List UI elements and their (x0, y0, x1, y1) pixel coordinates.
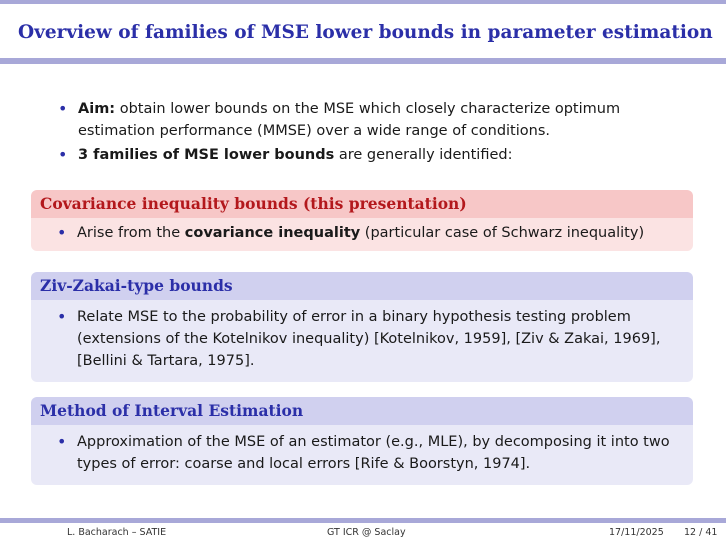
block-ziv-zakai-title: Ziv-Zakai-type bounds (31, 272, 693, 300)
footer-rule (0, 518, 726, 523)
footer-date: 17/11/2025 (609, 527, 664, 538)
block-interval-estimation (31, 397, 693, 485)
footer (0, 518, 726, 544)
title-rule (0, 58, 726, 64)
block-ziv-zakai-body (31, 300, 693, 382)
block-covariance-body (31, 218, 693, 251)
block-ziv-zakai-bullet: • Relate MSE to the probability of error in a binary hypothesis testing problem (extensions of the Kotelnikov inequality) [Kotelnikov, 1959], [Ziv & Zakai, 1969], [Bellini & Tartara, 1975]. (57, 306, 673, 372)
block-covariance-title: Covariance inequality bounds (this presentation) (31, 190, 693, 218)
aim-text: obtain lower bounds on the MSE which closely characterize optimum estimation performance (MMSE) over a wide range of conditions. (78, 101, 621, 139)
families-text: are generally identified: (334, 147, 513, 163)
covariance-post: (particular case of Schwarz inequality) (360, 225, 645, 241)
footer-page-number: 12 / 41 (684, 527, 718, 538)
slide-title: Overview of families of MSE lower bounds in parameter estimation (18, 22, 713, 43)
block-covariance (31, 190, 693, 251)
covariance-pre: Arise from the (77, 225, 185, 241)
footer-author: L. Bacharach – SATIE (67, 527, 167, 538)
top-rule (0, 0, 726, 4)
block-interval-estimation-body (31, 425, 693, 485)
covariance-bold: covariance inequality (184, 225, 361, 241)
block-interval-estimation-title: Method of Interval Estimation (31, 397, 693, 425)
footer-venue: GT ICR @ Saclay (327, 527, 406, 538)
block-interval-estimation-bullet: • Approximation of the MSE of an estimator (e.g., MLE), by decomposing it into two types of error: coarse and local errors [Rife & Boorstyn, 1974]. (57, 431, 673, 475)
intro-bullet-families (58, 144, 698, 166)
intro-list (58, 98, 698, 168)
families-label: 3 families of MSE lower bounds (78, 147, 335, 163)
intro-bullet-aim (58, 98, 698, 142)
block-covariance-bullet (57, 222, 673, 244)
aim-label: Aim: (78, 101, 116, 117)
title-bar (0, 14, 726, 54)
block-ziv-zakai (31, 272, 693, 382)
